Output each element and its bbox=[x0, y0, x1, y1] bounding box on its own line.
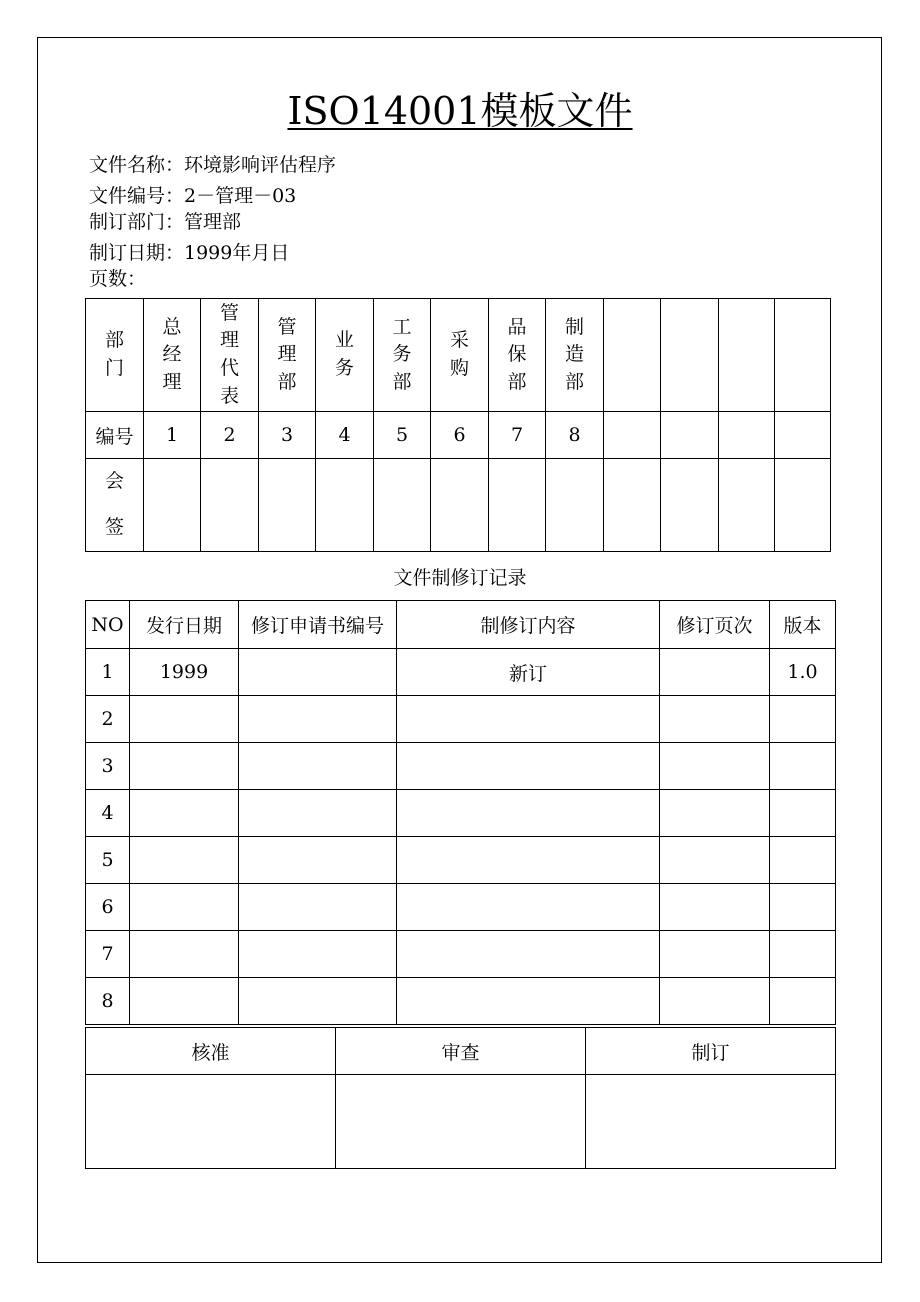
department-number bbox=[775, 412, 831, 459]
signature-cell[interactable] bbox=[201, 459, 259, 552]
approval-header-row bbox=[86, 1028, 836, 1075]
review-label: 审查 bbox=[336, 1028, 586, 1075]
department-cell bbox=[374, 299, 431, 412]
row-request-no bbox=[239, 696, 397, 743]
signature-cell[interactable] bbox=[431, 459, 489, 552]
row-no: 6 bbox=[86, 884, 130, 931]
department-number: 7 bbox=[489, 412, 546, 459]
row-pages bbox=[660, 790, 770, 837]
department-number: 4 bbox=[316, 412, 374, 459]
revision-record-caption: 文件制修订记录 bbox=[393, 567, 527, 589]
signature-cell[interactable] bbox=[316, 459, 374, 552]
department-name: 管理部 bbox=[277, 315, 297, 393]
row-request-no bbox=[239, 931, 397, 978]
signature-cell[interactable] bbox=[259, 459, 316, 552]
issue-date: 制订日期：1999年月日 bbox=[89, 242, 290, 264]
countersign-label-cell bbox=[86, 459, 144, 552]
row-request-no bbox=[239, 837, 397, 884]
row-issue-date bbox=[130, 696, 239, 743]
table-row bbox=[86, 790, 836, 837]
draft-label: 制订 bbox=[586, 1028, 836, 1075]
department-cell bbox=[604, 299, 661, 412]
approval-signature-row bbox=[86, 1075, 836, 1169]
row-version bbox=[770, 743, 836, 790]
approve-label: 核准 bbox=[86, 1028, 336, 1075]
countersign-label: 会签 bbox=[104, 470, 124, 538]
row-issue-date bbox=[130, 884, 239, 931]
signature-cell[interactable] bbox=[546, 459, 604, 552]
department-name: 工务部 bbox=[392, 315, 412, 393]
row-issue-date bbox=[130, 743, 239, 790]
department-cell bbox=[259, 299, 316, 412]
file-number: 文件编号：2－管理－03 bbox=[89, 185, 297, 207]
department-name: 制造部 bbox=[564, 315, 584, 393]
department-number bbox=[719, 412, 775, 459]
row-pages bbox=[660, 978, 770, 1025]
row-version bbox=[770, 696, 836, 743]
row-pages bbox=[660, 743, 770, 790]
header-no: NO bbox=[86, 601, 130, 649]
department-cell bbox=[316, 299, 374, 412]
review-signature-cell[interactable] bbox=[336, 1075, 586, 1169]
number-label: 编号 bbox=[86, 412, 144, 459]
revision-record-table bbox=[85, 600, 836, 1025]
row-content bbox=[397, 837, 660, 884]
row-no: 4 bbox=[86, 790, 130, 837]
row-request-no bbox=[239, 743, 397, 790]
row-request-no bbox=[239, 649, 397, 696]
row-no: 7 bbox=[86, 931, 130, 978]
department-number: 6 bbox=[431, 412, 489, 459]
row-issue-date bbox=[130, 790, 239, 837]
department-name: 品保部 bbox=[507, 315, 527, 393]
department-cell bbox=[201, 299, 259, 412]
number-row bbox=[86, 412, 831, 459]
department-number bbox=[661, 412, 719, 459]
page-count: 页数： bbox=[89, 268, 147, 290]
row-content: 新订 bbox=[397, 649, 660, 696]
signature-cell[interactable] bbox=[489, 459, 546, 552]
row-content bbox=[397, 743, 660, 790]
approve-signature-cell[interactable] bbox=[86, 1075, 336, 1169]
department-name: 总经理 bbox=[162, 315, 182, 393]
row-content bbox=[397, 790, 660, 837]
department-number: 5 bbox=[374, 412, 431, 459]
department-cell bbox=[489, 299, 546, 412]
row-no: 1 bbox=[86, 649, 130, 696]
department-cell bbox=[661, 299, 719, 412]
row-issue-date: 1999 bbox=[130, 649, 239, 696]
row-content bbox=[397, 931, 660, 978]
row-pages bbox=[660, 837, 770, 884]
department-label: 部门 bbox=[104, 329, 124, 379]
table-row bbox=[86, 931, 836, 978]
department-row bbox=[86, 299, 831, 412]
signature-cell[interactable] bbox=[719, 459, 775, 552]
table-row bbox=[86, 743, 836, 790]
file-name: 文件名称：环境影响评估程序 bbox=[89, 154, 337, 176]
department-signoff-table bbox=[85, 298, 831, 552]
department-cell bbox=[144, 299, 201, 412]
row-issue-date bbox=[130, 978, 239, 1025]
row-version bbox=[770, 978, 836, 1025]
row-version bbox=[770, 931, 836, 978]
department-number: 3 bbox=[259, 412, 316, 459]
department-number: 2 bbox=[201, 412, 259, 459]
signature-cell[interactable] bbox=[604, 459, 661, 552]
row-request-no bbox=[239, 884, 397, 931]
row-content bbox=[397, 884, 660, 931]
department-cell bbox=[775, 299, 831, 412]
row-version bbox=[770, 884, 836, 931]
department-cell bbox=[719, 299, 775, 412]
department-cell bbox=[431, 299, 489, 412]
header-request-no: 修订申请书编号 bbox=[239, 601, 397, 649]
table-row bbox=[86, 978, 836, 1025]
department-label-cell bbox=[86, 299, 144, 412]
signature-cell[interactable] bbox=[775, 459, 831, 552]
department-number: 8 bbox=[546, 412, 604, 459]
department-cell bbox=[546, 299, 604, 412]
row-pages bbox=[660, 931, 770, 978]
approval-table bbox=[85, 1027, 836, 1169]
header-version: 版本 bbox=[770, 601, 836, 649]
document-title: ISO14001模板文件 bbox=[287, 89, 633, 133]
signature-cell[interactable] bbox=[144, 459, 201, 552]
header-issue-date: 发行日期 bbox=[130, 601, 239, 649]
row-issue-date bbox=[130, 837, 239, 884]
table-row bbox=[86, 649, 836, 696]
row-pages bbox=[660, 649, 770, 696]
header-pages: 修订页次 bbox=[660, 601, 770, 649]
draft-signature-cell[interactable] bbox=[586, 1075, 836, 1169]
row-pages bbox=[660, 696, 770, 743]
table-row bbox=[86, 884, 836, 931]
table-row bbox=[86, 696, 836, 743]
row-no: 2 bbox=[86, 696, 130, 743]
row-version: 1.0 bbox=[770, 649, 836, 696]
row-no: 8 bbox=[86, 978, 130, 1025]
row-content bbox=[397, 696, 660, 743]
header-content: 制修订内容 bbox=[397, 601, 660, 649]
department-name: 采购 bbox=[449, 329, 469, 379]
issuing-department: 制订部门：管理部 bbox=[89, 211, 242, 233]
department-number bbox=[604, 412, 661, 459]
row-no: 5 bbox=[86, 837, 130, 884]
row-request-no bbox=[239, 978, 397, 1025]
signature-cell[interactable] bbox=[661, 459, 719, 552]
department-number: 1 bbox=[144, 412, 201, 459]
department-name: 管理代表 bbox=[219, 301, 239, 407]
row-content bbox=[397, 978, 660, 1025]
department-name: 业务 bbox=[334, 329, 354, 379]
row-version bbox=[770, 837, 836, 884]
row-no: 3 bbox=[86, 743, 130, 790]
row-pages bbox=[660, 884, 770, 931]
row-request-no bbox=[239, 790, 397, 837]
countersign-row bbox=[86, 459, 831, 552]
row-issue-date bbox=[130, 931, 239, 978]
table-row bbox=[86, 837, 836, 884]
signature-cell[interactable] bbox=[374, 459, 431, 552]
row-version bbox=[770, 790, 836, 837]
revision-header-row bbox=[86, 601, 836, 649]
